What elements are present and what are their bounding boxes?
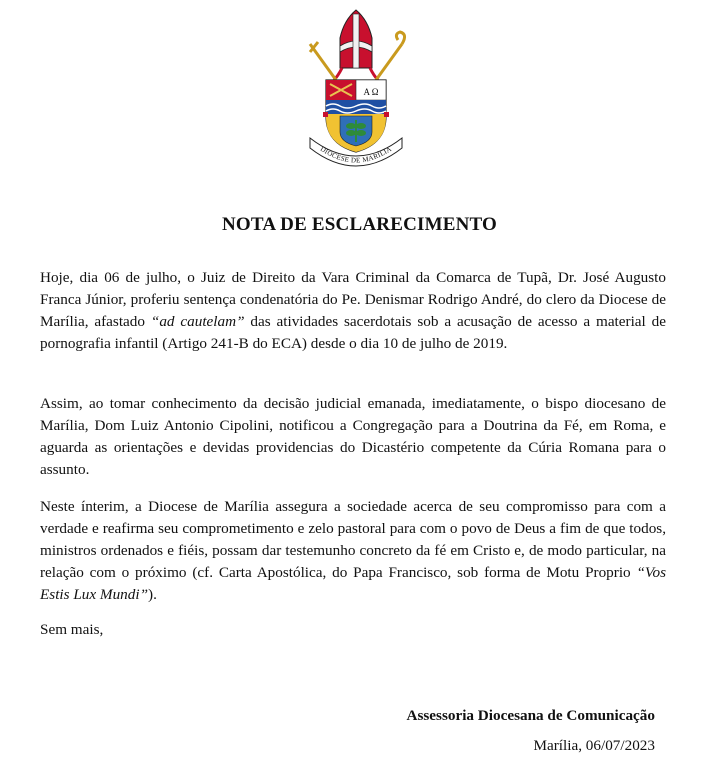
closing-line: Sem mais, [40, 621, 104, 638]
ribbon-text: DIOCESE DE MARÍLIA [318, 144, 394, 165]
alpha-omega-symbol: A Ω [363, 87, 379, 97]
crosier [376, 32, 405, 80]
paragraph-1-text: Hoje, dia 06 de julho, o Juiz de Direito da Vara Criminal da Comarca de Tupã, Dr. José Augusto Franca Júnior, proferiu sentença condenatória do Pe. Denismar Rodrigo André, do clero da Diocese de Marília, afastado [40, 269, 666, 330]
page-title: NOTA DE ESCLARECIMENTO [221, 214, 498, 235]
shield [323, 80, 389, 152]
paragraph-3-text-end: ). [148, 586, 157, 603]
processional-cross [310, 42, 336, 80]
paragraph-3-text: Neste ínterim, a Diocese de Marília assegura a sociedade acerca de seu compromisso para com a verdade e reafirma seu comprometimento e zelo pastoral para com o povo de Deus a fim de que todos, ministros ordenados e fiéis, possam dar testemunho concreto da fé em Cristo e, de modo particular, na relação com o próximo (cf. Carta Apostólica, do Papa Francisco, sob forma de Motu Proprio [40, 498, 666, 581]
paragraph-2: Assim, ao tomar conhecimento da decisão judicial emanada, imediatamente, o bispo diocesano de Marília, Dom Luiz Antonio Cipolini, notificou a Congregação para a Doutrina da Fé, em Roma, e aguarda as orientações e devidas providencias do Dicastério competente da Cúria Romana para o assunto. [40, 395, 666, 478]
paragraph-1-italic: “ad cautelam” [150, 313, 245, 330]
paragraph-1-text-end: das atividades sacerdotais sob a acusação de acesso a material de pornografia infantil (Artigo 241-B do ECA) desde o dia 10 de julho de 2019. [40, 313, 666, 352]
diocese-coat-of-arms [300, 6, 412, 176]
paragraph-1 [40, 267, 666, 355]
paragraph-3 [40, 496, 666, 606]
signature: Assessoria Diocesana de Comunicação [406, 707, 655, 724]
paragraph-3-italic: “Vos Estis Lux Mundi” [40, 564, 666, 603]
date-line: Marília, 06/07/2023 [533, 737, 655, 754]
mitre [334, 10, 378, 80]
